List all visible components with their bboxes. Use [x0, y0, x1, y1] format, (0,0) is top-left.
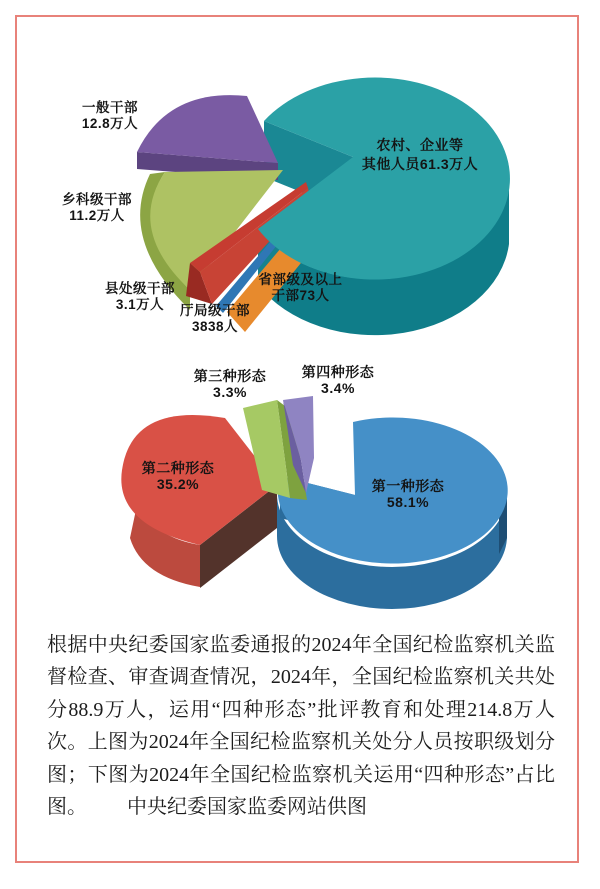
callout-general-cadre: 一般干部 12.8万人: [81, 100, 139, 131]
callout-bureau: 厅局级干部 3838人: [180, 303, 250, 334]
callout-provincial: 省部级及以上 干部73人: [258, 272, 343, 303]
pie-chart-four-forms-canvas: [40, 360, 560, 640]
callout-county: 县处级干部 3.1万人: [105, 281, 175, 312]
caption-paragraph: [47, 629, 555, 823]
callout-form3: 第三种形态 3.3%: [193, 368, 267, 400]
callout-rural-others: 农村、企业等 其他人员61.3万人: [361, 137, 479, 172]
pie-chart-four-forms: [40, 360, 560, 640]
callout-form2: 第二种形态 35.2%: [141, 460, 215, 492]
callout-township: 乡科级干部 11.2万人: [62, 192, 132, 223]
callout-form1: 第一种形态 58.1%: [371, 478, 445, 510]
caption-body-text: 根据中央纪委国家监委通报的2024年全国纪检监察机关监督检查、审查调查情况，2024年，全国纪检监察机关共处分88.9万人，运用“四种形态”批评教育和处理214.8万人次。上图为2024年全国纪检监察机关处分人员按职级划分图；下图为2024年全国纪检监察机关运用“四种形态”占比图。: [47, 634, 555, 819]
caption-credit: 中央纪委国家监委网站供图: [127, 796, 367, 819]
callout-form4: 第四种形态 3.4%: [301, 364, 375, 396]
